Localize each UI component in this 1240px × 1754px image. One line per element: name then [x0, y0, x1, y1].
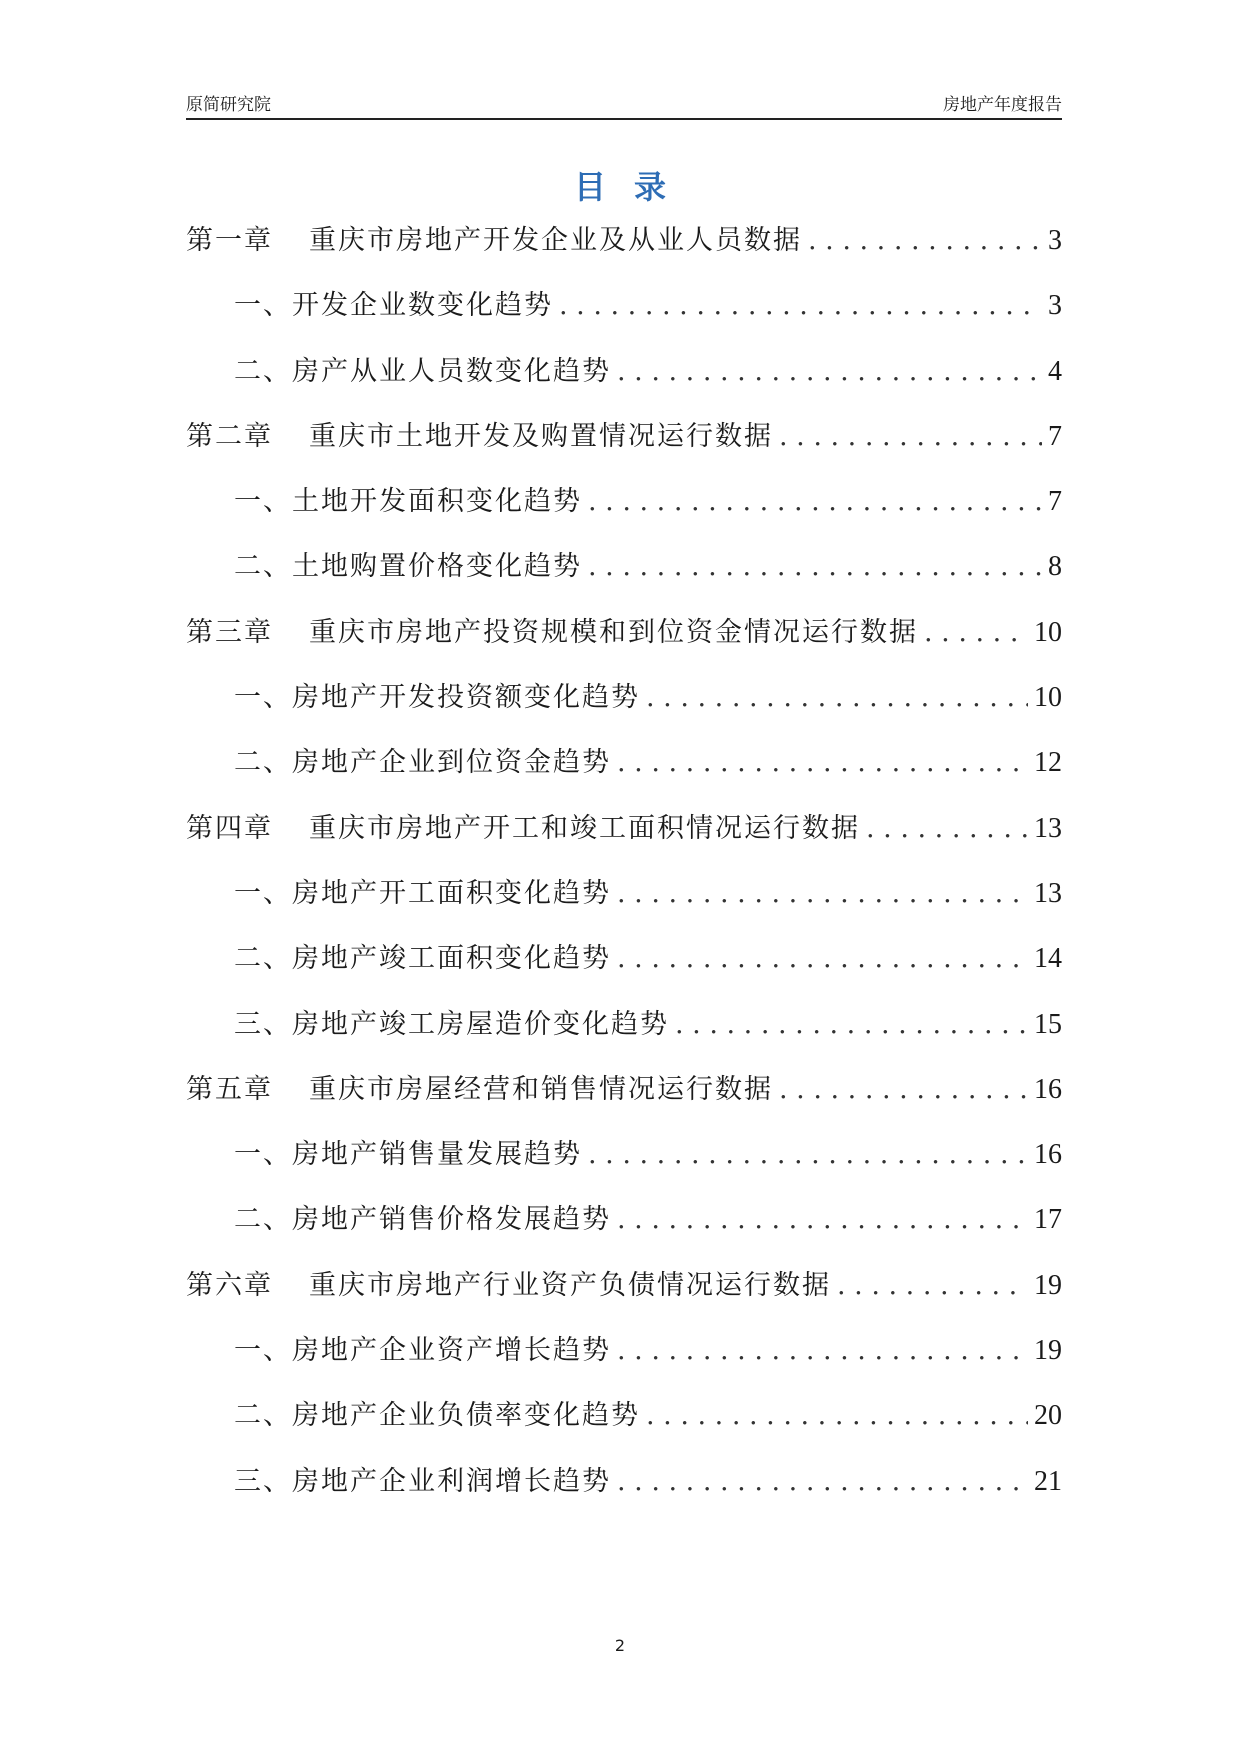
toc-entry-title: 重庆市房地产开工和竣工面积情况运行数据 [309, 812, 860, 844]
toc-dot-leader [617, 943, 1028, 974]
toc-dot-leader [617, 1204, 1028, 1235]
toc-chapter-number: 第四章 [186, 812, 273, 844]
toc-entry-title: 二、房地产企业负债率变化趋势 [234, 1400, 640, 1432]
toc-section-entry[interactable] [186, 1197, 1062, 1262]
toc-page-number: 10 [1034, 682, 1062, 714]
toc-page-number: 19 [1034, 1335, 1062, 1367]
toc-chapter-entry[interactable] [186, 218, 1062, 283]
toc-entry-title: 一、房地产企业资产增长趋势 [234, 1335, 611, 1367]
toc-dot-leader [617, 356, 1042, 387]
toc-entry-title: 重庆市房地产开发企业及从业人员数据 [309, 225, 802, 256]
toc-page-number: 14 [1034, 943, 1062, 975]
toc-entry-title: 三、房地产竣工房屋造价变化趋势 [234, 1008, 669, 1040]
toc-dot-leader [559, 290, 1042, 321]
toc-section-entry[interactable] [186, 544, 1062, 609]
toc-section-entry[interactable] [186, 1393, 1062, 1458]
toc-page-number: 7 [1048, 420, 1062, 452]
toc-dot-leader [617, 878, 1028, 909]
toc-page-number: 19 [1034, 1269, 1062, 1301]
toc-dot-leader [924, 617, 1028, 648]
toc-dot-leader [675, 1009, 1028, 1040]
toc-page-number: 13 [1034, 877, 1062, 909]
toc-dot-leader [617, 747, 1028, 778]
toc-chapter-number: 第六章 [186, 1269, 273, 1301]
toc-entry-title: 二、房地产企业到位资金趋势 [234, 747, 611, 779]
toc-section-entry[interactable] [186, 1132, 1062, 1197]
toc-chapter-entry[interactable] [186, 1263, 1062, 1328]
toc-section-entry[interactable] [186, 479, 1062, 544]
toc-page-number: 3 [1048, 290, 1062, 322]
toc-entry-title: 一、土地开发面积变化趋势 [234, 486, 582, 518]
toc-chapter-entry[interactable] [186, 414, 1062, 479]
toc-dot-leader [646, 682, 1028, 713]
toc-section-entry[interactable] [186, 283, 1062, 348]
toc-page-number: 13 [1034, 812, 1062, 844]
toc-dot-leader [837, 1270, 1028, 1301]
toc-chapter-entry[interactable] [186, 806, 1062, 871]
page-header [186, 86, 1062, 120]
header-organization: 原简研究院 [186, 95, 271, 115]
toc-entry-title: 重庆市房地产投资规模和到位资金情况运行数据 [309, 616, 918, 648]
toc-dot-leader [588, 486, 1042, 517]
toc-chapter-entry[interactable] [186, 1067, 1062, 1132]
toc-dot-leader [779, 1074, 1028, 1105]
toc-entry-title: 二、房地产竣工面积变化趋势 [234, 943, 611, 975]
toc-page-number: 10 [1034, 616, 1062, 648]
toc-dot-leader [588, 551, 1042, 582]
toc-chapter-number: 第二章 [186, 420, 273, 452]
toc-chapter-number: 第一章 [186, 225, 273, 256]
toc-page-number: 16 [1034, 1139, 1062, 1171]
toc-page-number: 21 [1034, 1465, 1062, 1497]
toc-entry-title: 三、房地产企业利润增长趋势 [234, 1465, 611, 1497]
toc-entry-title: 一、开发企业数变化趋势 [234, 290, 553, 322]
toc-page-number: 7 [1048, 486, 1062, 518]
toc-section-entry[interactable] [186, 871, 1062, 936]
toc-section-entry[interactable] [186, 1459, 1062, 1524]
toc-section-entry[interactable] [186, 1328, 1062, 1393]
toc-dot-leader [866, 813, 1028, 844]
toc-entry-title: 一、房地产开发投资额变化趋势 [234, 682, 640, 714]
toc-page-number: 16 [1034, 1073, 1062, 1105]
header-report-title: 房地产年度报告 [943, 95, 1062, 115]
page-number: 2 [614, 1636, 626, 1655]
toc-section-entry[interactable] [186, 740, 1062, 805]
toc-page-number: 20 [1034, 1400, 1062, 1432]
toc-chapter-entry[interactable] [186, 610, 1062, 675]
toc-title: 目录 [573, 168, 694, 206]
toc-page-number: 4 [1048, 355, 1062, 387]
toc-entry-title: 二、房地产销售价格发展趋势 [234, 1204, 611, 1236]
toc-section-entry[interactable] [186, 349, 1062, 414]
toc-page-number: 15 [1034, 1008, 1062, 1040]
toc-page-number: 12 [1034, 747, 1062, 779]
toc-dot-leader [646, 1400, 1028, 1431]
toc-dot-leader [588, 1139, 1028, 1170]
toc-chapter-number: 第三章 [186, 616, 273, 648]
toc-section-entry[interactable] [186, 936, 1062, 1001]
toc-page-number: 17 [1034, 1204, 1062, 1236]
toc-dot-leader [617, 1466, 1028, 1497]
toc-dot-leader [617, 1335, 1028, 1366]
toc-entry-title: 重庆市房地产行业资产负债情况运行数据 [309, 1269, 831, 1301]
toc-dot-leader [779, 421, 1042, 452]
toc-entry-title: 重庆市房屋经营和销售情况运行数据 [309, 1073, 773, 1105]
toc-entry-title: 二、房产从业人员数变化趋势 [234, 355, 611, 387]
toc-entry-title: 重庆市土地开发及购置情况运行数据 [309, 420, 773, 452]
table-of-contents [186, 218, 1062, 1524]
toc-page-number: 3 [1048, 225, 1062, 256]
toc-dot-leader [808, 225, 1042, 256]
toc-entry-title: 一、房地产开工面积变化趋势 [234, 877, 611, 909]
toc-page-number: 8 [1048, 551, 1062, 583]
toc-chapter-number: 第五章 [186, 1073, 273, 1105]
toc-entry-title: 一、房地产销售量发展趋势 [234, 1139, 582, 1171]
toc-section-entry[interactable] [186, 1002, 1062, 1067]
toc-entry-title: 二、土地购置价格变化趋势 [234, 551, 582, 583]
toc-section-entry[interactable] [186, 675, 1062, 740]
